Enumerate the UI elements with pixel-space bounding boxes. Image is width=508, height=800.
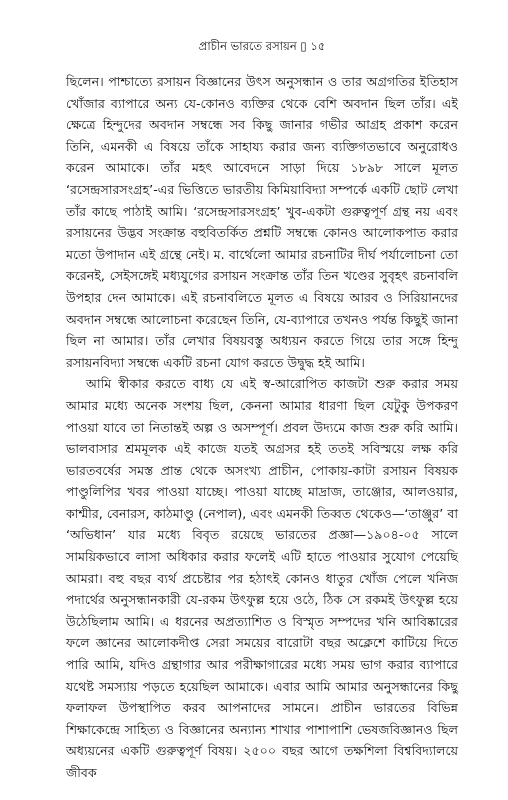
paragraph-2: আমি স্বীকার করতে বাধ্য যে এই স্ব-আরোপিত কাজটা শুরু করার সময় আমার মধ্যে অনেক সংশয় ছিল, কেননা আমার ধারণা ছিল যেটুকু উপকরণ পাওয়া যাবে তা নিতান্তই অল্প ও অসম্পূর্ণ। প্রবল উদ্যমে কাজ শুরু করি আমি। ভালবাসার শ্রমমূলক এই কাজে যতই অগ্রসর হই ততই সবিস্ময়ে লক্ষ করি ভারতবর্ষের সমস্ত প্রান্ত থেকে অসংখ্য প্রাচীন, পোকায়-কাটা রসায়ন বিষয়ক পাণ্ডুলিপির খবর পাওয়া যাচ্ছে। পাওয়া যাচ্ছে মাদ্রাজ, তাঞ্জোর, আলওয়ার, কাশ্মীর, বেনারস, কাঠমাণ্ডু (নেপাল), এবং এমনকী তিব্বত থেকেও—‘তাঞ্জুর’ বা ‘অভিধান’ যার মধ্যে বিবৃত রয়েছে ভারতের প্রজ্ঞা—১৯০৪-০৫ সালে সাময়িকভাবে লাসা অধিকার করার ফলেই এটি হাতে পাওয়ার সুযোগ পেয়েছি আমরা। বহু বছর ব্যর্থ প্রচেষ্টার পর হঠাৎই কোনও ধাতুর খোঁজ পেলে খনিজ পদার্থের অনুসন্ধানকারী যে-রকম উৎফুল্ল হয়ে ওঠে, ঠিক সে রকমই উৎফুল্ল হয়ে উঠেছিলাম আমি। এ ধরনের অপ্রত্যাশিত ও বিস্মৃত সম্পদের খনি আবিষ্কারের ফলে জ্ঞানের আলোকদীপ্ত সেরা সময়ের বারোটা বছর অক্লেশে কাটিয়ে দিতে পারি আমি, যদিও গ্রন্থাগার আর পরীক্ষাগারের মধ্যে সময় ভাগ করার ব্যাপারে যথেষ্ট সমস্যায় পড়তে হয়েছিল আমাকে। এবার আমি আমার অনুসন্ধানের কিছু ফলাফল উপস্থাপিত করব আপনাদের সামনে। প্রাচীন ভারতের বিভিন্ন শিক্ষাকেন্দ্রে সাহিত্য ও বিজ্ঞানের অন্যান্য শাখার পাশাপাশি ভেষজবিজ্ঞানও ছিল অধ্যয়নের একটি গুরুত্বপূর্ণ বিষয়। ২৫০০ বছর আগে তক্ষশিলা বিশ্ববিদ্যালয়ে জীবক <box>66 376 458 780</box>
running-head: প্রাচীন ভারতে রসায়ন ▯ ১৫ <box>198 39 326 53</box>
body-text <box>66 71 458 784</box>
paragraph-1: ছিলেন। পাশ্চাত্যে রসায়ন বিজ্ঞানের উৎস অনুসন্ধান ও তার অগ্রগতির ইতিহাস খোঁজার ব্যাপারে অন্য যে-কোনও ব্যক্তির থেকে বেশি অবদান ছিল তাঁর। এই ক্ষেত্রে হিন্দুদের অবদান সম্বন্ধে সব কিছু জানার গভীর আগ্রহ প্রকাশ করেন তিনি, এমনকী এ বিষয়ে তাঁকে সাহায্য করার জন্য ব্যক্তিগতভাবে অনুরোধও করেন আমাকে। তাঁর মহৎ আবেদনে সাড়া দিয়ে ১৮৯৮ সালে মূলত ‘রসেন্দ্রসারসংগ্রহ’-এর ভিত্তিতে ভারতীয় কিমিয়াবিদ্যা সম্পর্কে একটি ছোট লেখা তাঁর কাছে পাঠাই আমি। ‘রসেন্দ্রসারসংগ্রহ’ খুব-একটা গুরুত্বপূর্ণ গ্রন্থ নয় এবং রসায়নের উদ্ভব সংক্রান্ত বহুবিতর্কিত প্রশ্নটি সম্বন্ধে কোনও আলোকপাত করার মতো উপাদান এই গ্রন্থে নেই। ম. বার্থেলো আমার রচনাটির দীর্ঘ পর্যালোচনা তো করেনই, সেইসঙ্গেই মধ্যযুগের রসায়ন সংক্রান্ত তাঁর তিন খণ্ডের সুবৃহৎ রচনাবলি উপহার দেন আমাকে। এই রচনাবলিতে মূলত এ বিষয়ে আরব ও সিরিয়ানদের অবদান সম্বন্ধে আলোচনা করেছেন তিনি, যে-ব্যাপারে তখনও পর্যন্ত কিছুই জানা ছিল না আমার। তাঁর লেখার বিষয়বস্তু অধ্যয়ন করতে গিয়ে তার সঙ্গে হিন্দু রসায়নবিদ্যা সম্বন্ধে একটি রচনা যোগ করতে উদ্বুদ্ধ হই আমি। <box>66 74 458 370</box>
